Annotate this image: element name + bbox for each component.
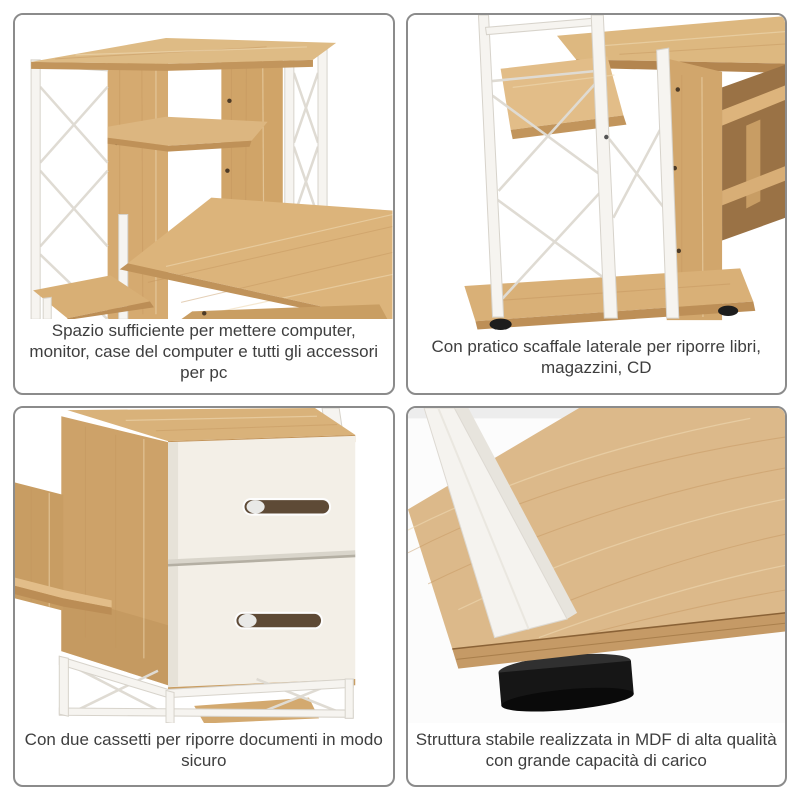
- drawer-handle-top: [243, 497, 332, 515]
- foot-left: [489, 319, 511, 330]
- corner-desk-illustration: [15, 15, 393, 319]
- photo-corner-desk: [15, 15, 393, 319]
- caption-corner-desk: Spazio sufficiente per mettere computer, monitor, case del computer e tutti gli accessori per pc: [29, 321, 379, 382]
- drawers-illustration: [15, 408, 393, 724]
- drawer-handle-bottom: [234, 611, 323, 629]
- panel-drawers: [13, 406, 395, 788]
- panel-foot-closeup: [406, 406, 788, 788]
- foot-closeup-illustration: [408, 408, 786, 724]
- cabinet-side-panel: [61, 416, 168, 685]
- caption-drawers: Con due cassetti per riporre documenti in modo sicuro: [24, 729, 383, 770]
- side-shelf-illustration: [408, 15, 786, 331]
- caption-foot-closeup: Struttura stabile realizzata in MDF di alta qualità con grande capacità di carico: [415, 729, 777, 770]
- photo-drawers: [15, 408, 393, 724]
- panel-corner-desk: [13, 13, 395, 395]
- drawer-fronts: [168, 435, 355, 693]
- panel-side-shelf: [406, 13, 788, 395]
- side-shelves: [722, 65, 785, 241]
- photo-foot-closeup: [408, 408, 786, 724]
- caption-side-shelf: Con pratico scaffale laterale per riporre libri, magazzini, CD: [431, 337, 761, 377]
- foot-right: [718, 306, 738, 316]
- photo-side-shelf: [408, 15, 786, 331]
